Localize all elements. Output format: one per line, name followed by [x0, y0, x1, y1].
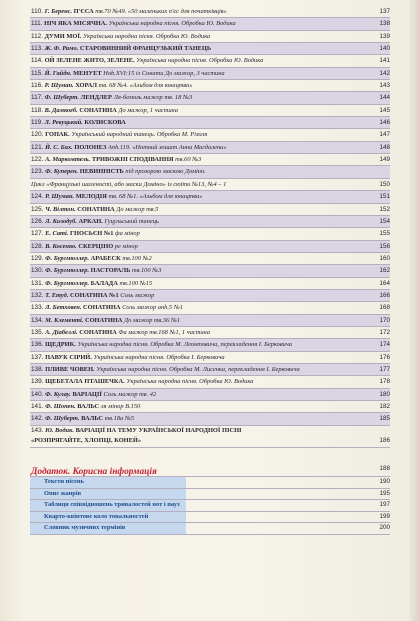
- toc-entry-text: [31, 278, 376, 289]
- toc-num: 116.: [31, 82, 43, 90]
- toc-row: [30, 364, 390, 376]
- toc-title: ОЙ ЗЕЛЕНЕ ЖИТО, ЗЕЛЕНЕ.: [44, 57, 135, 65]
- appendix-item-label: Таблиця співвідношень тривалостей нот і пауз: [30, 500, 186, 511]
- toc-entry-text: [31, 18, 376, 29]
- toc-entry-text: [31, 228, 376, 239]
- toc-entry-text: [31, 339, 376, 350]
- toc-row: [30, 204, 390, 216]
- toc-title: ПОЛОНЕЗ: [74, 143, 107, 151]
- toc-author: Л. Бетховен.: [45, 304, 82, 312]
- toc-entry-text: [31, 241, 376, 252]
- toc-num: 123.: [31, 168, 44, 176]
- toc-author: Ю. Водик.: [45, 426, 74, 434]
- toc-entry-text: [31, 142, 376, 153]
- toc-page-number: 138: [379, 20, 390, 28]
- toc-entry-text: [31, 413, 376, 424]
- toc-author: Ф. Шуберт.: [44, 94, 80, 102]
- toc-title: ГНОСЬЄН №1: [69, 230, 114, 238]
- appendix-list: [30, 477, 390, 535]
- toc-entry-text: [31, 204, 376, 215]
- toc-title: СОНАТИНА: [77, 205, 115, 213]
- toc-page-number: 155: [379, 230, 390, 238]
- toc-desc: Anh.119. «Нотний зошит Анни Магдалени»: [108, 143, 227, 151]
- toc-page-number: 144: [379, 94, 390, 102]
- appendix-item[interactable]: [30, 512, 390, 524]
- toc-entry-text: [31, 117, 376, 128]
- toc-title: ЩЕБЕТАЛА ПТАШЕЧКА.: [45, 378, 125, 386]
- toc-row: [30, 401, 390, 413]
- toc-row: [30, 117, 390, 129]
- toc-row: [30, 265, 390, 277]
- toc-title: ГОПАК.: [45, 131, 70, 139]
- toc-title: КОЛИСКОВА: [84, 119, 126, 127]
- toc-title: СОНАТИНА: [79, 106, 117, 114]
- toc-title: ПЛИВЕ ЧОВЕН.: [45, 365, 95, 373]
- toc-entry-text: [31, 364, 376, 375]
- toc-row: [30, 31, 390, 43]
- toc-entry-text: [31, 401, 376, 412]
- toc-num: 130.: [31, 267, 44, 275]
- toc-title: МЕНУЕТ: [73, 69, 102, 77]
- toc-row: [30, 68, 390, 80]
- toc-title: СОНАТИНА №1: [70, 291, 119, 299]
- toc-title: ХОРАЛ: [75, 82, 97, 90]
- appendix-item[interactable]: [30, 477, 390, 489]
- toc-author: Ф. Бургмюллер.: [45, 279, 90, 287]
- toc-page-number: 145: [379, 106, 390, 114]
- toc-entry-text: [31, 290, 376, 301]
- toc-entry-text: [31, 426, 376, 447]
- toc-row: [30, 166, 390, 178]
- toc-author: Ф. Кулау.: [45, 390, 71, 398]
- toc-page-number: 149: [379, 156, 390, 164]
- appendix-heading-page: 188: [379, 465, 390, 472]
- appendix-item-label: Кварто-квінтове коло тональностей: [30, 512, 186, 523]
- toc-author: Й. Гайдн.: [44, 69, 72, 77]
- toc-row: [30, 92, 390, 104]
- toc-page-number: 168: [379, 304, 390, 312]
- toc-entry-text: [31, 129, 376, 140]
- toc-author: Ф. Шуберт.: [45, 415, 80, 423]
- toc-title: АРАБЕСК: [90, 254, 121, 262]
- appendix-item[interactable]: [30, 489, 390, 501]
- toc-page-number: 150: [379, 180, 390, 188]
- toc-desc: До мажор тв.36 №1: [124, 316, 181, 324]
- toc-row: [30, 302, 390, 314]
- toc-page-number: 147: [379, 131, 390, 139]
- toc-desc: Соль мажор: [120, 291, 155, 299]
- toc-title: СОНАТИНА: [84, 316, 123, 324]
- toc-entry-text: [31, 31, 376, 42]
- appendix-item-label: Словник музичних термінів: [30, 523, 186, 534]
- toc-page-number: 141: [379, 57, 390, 65]
- toc-desc: Українська народна пісня. Обробка Ю. Водика: [126, 378, 254, 386]
- toc-row: [30, 327, 390, 339]
- toc-author: Ф. Бургмюллер.: [45, 267, 90, 275]
- toc-page-number: 154: [379, 217, 390, 225]
- toc-author: Л. Колодуб.: [45, 217, 77, 225]
- appendix-item-label: Тексти пісень: [30, 477, 186, 488]
- toc-num: 128.: [31, 242, 44, 250]
- toc-entry-text: [31, 43, 376, 54]
- toc-author: Р. Шуман.: [44, 82, 74, 90]
- toc-desc: Ля-бемоль мажор тв. 18 №3: [113, 94, 193, 102]
- toc-title: ПАВУК СІРИЙ.: [45, 353, 92, 361]
- toc-desc: Українська народна пісня. Обробка Ю. Водика: [136, 57, 264, 65]
- toc-author: Л. Ревуцький.: [44, 119, 83, 127]
- toc-title-line2: «РОЗПРЯГАЙТЕ, ХЛОПЦІ, КОНЕЙ»: [31, 437, 142, 445]
- toc-desc: тв. 68 №4. «Альбом для юнацтва»: [98, 82, 193, 90]
- toc-entry-text: [31, 68, 376, 79]
- toc-desc: Українська народна пісня. Обробка М. Леонтовича, перекладення І. Берковича: [77, 341, 293, 349]
- toc-entry-text: [31, 216, 376, 227]
- toc-page-number: 164: [379, 279, 390, 287]
- toc-page-number: 151: [379, 193, 390, 201]
- toc-desc: Українська народна пісня. Обробка І. Берковича: [93, 353, 225, 361]
- toc-num: 135.: [31, 328, 44, 336]
- toc-desc: Hob.XVI:15 із Сонати До мажор, 3 частина: [103, 69, 225, 77]
- toc-author: Й. С. Бах.: [45, 143, 73, 151]
- toc-title: ДУМИ МОЇ.: [44, 32, 82, 40]
- toc-row: [30, 315, 390, 327]
- toc-author: А. Маркомтель.: [45, 156, 91, 164]
- toc-entry-text: [31, 327, 376, 338]
- toc-page-number: 166: [379, 291, 390, 299]
- toc-entry-text: [31, 302, 376, 313]
- toc-desc: тв.18а №5: [104, 415, 135, 423]
- toc-row: [30, 426, 390, 448]
- toc-entry-text: [31, 105, 376, 116]
- toc-num: 121.: [31, 143, 44, 151]
- toc-author: Ч. Вілтон.: [45, 205, 76, 213]
- toc-page-number: 186: [379, 437, 390, 445]
- toc-page-number: 140: [379, 45, 390, 53]
- toc-title: ВАЛЬС: [77, 403, 100, 410]
- toc-num: 129.: [31, 254, 44, 262]
- toc-page-number: 162: [379, 267, 390, 275]
- toc-num: 127.: [31, 230, 44, 238]
- toc-entry-text: [31, 376, 376, 387]
- toc-entry-text: [31, 80, 376, 91]
- toc-entry-text: [31, 92, 376, 103]
- toc-num: 113.: [31, 45, 43, 53]
- toc-title: ПАСТОРАЛЬ: [90, 267, 131, 275]
- toc-author: М. Клементі.: [45, 316, 84, 324]
- appendix-item[interactable]: [30, 523, 390, 535]
- page-edge: [409, 0, 419, 621]
- toc-title: НІЧ ЯКА МІСЯЧНА.: [44, 20, 107, 28]
- toc-row: [30, 228, 390, 240]
- toc-num: 125.: [31, 205, 44, 213]
- toc-row: [30, 216, 390, 228]
- toc-page-number: 180: [379, 390, 390, 398]
- toc-author: Т. Етуд.: [45, 291, 69, 299]
- toc-title: ЛЕНДЛЕР: [80, 94, 112, 102]
- toc-row: [30, 55, 390, 67]
- toc-num: 142.: [31, 415, 44, 423]
- toc-row: [30, 253, 390, 265]
- toc-title: ВАЛЬС: [81, 415, 104, 423]
- toc-row: [30, 154, 390, 166]
- toc-row: [30, 142, 390, 154]
- toc-row: [30, 290, 390, 302]
- appendix-item-label: Опис жанрів: [30, 489, 186, 500]
- toc-entry-text: [31, 389, 376, 400]
- toc-desc: фа мінор: [115, 230, 140, 238]
- toc-num: 132.: [31, 291, 44, 299]
- toc-num: 133.: [31, 304, 44, 312]
- appendix-item[interactable]: [30, 500, 390, 512]
- toc-author: В. Косенко.: [45, 242, 77, 250]
- toc-title: СОНАТИНА: [83, 304, 121, 312]
- toc-row: [30, 6, 390, 18]
- toc-row: [30, 80, 390, 92]
- toc-title: ВАРІАЦІЇ НА ТЕМУ УКРАЇНСЬКОЇ НАРОДНОЇ ПІСНІ: [75, 426, 242, 434]
- toc-title: ТРИВОЖНІ СПОДІВАННЯ: [91, 156, 174, 164]
- toc-page-number: 137: [379, 8, 390, 15]
- toc-author: Г. Беренс.: [44, 8, 73, 15]
- toc-row: [30, 376, 390, 388]
- toc-desc: тв.70 №49. «50 маленьких п'єс для початківців»: [95, 8, 227, 15]
- toc-row: [30, 129, 390, 141]
- toc-page-number: 156: [379, 242, 390, 250]
- toc-page-number: 182: [379, 403, 390, 410]
- toc-title: МЕЛОДІЯ: [75, 193, 107, 201]
- toc-num: 143.: [31, 426, 44, 434]
- toc-entry-text: [31, 315, 376, 326]
- toc-author: Е. Саті.: [45, 230, 69, 238]
- toc-entry-text: [31, 179, 376, 190]
- toc-page-number: 143: [379, 82, 390, 90]
- toc-desc: Український народний танець. Обробка М. Різоля: [71, 131, 208, 139]
- toc-desc: Гуцульський танець: [104, 217, 159, 225]
- appendix-item-page: 200: [379, 524, 390, 531]
- toc-title: ЩЕДРИК.: [45, 341, 76, 349]
- toc-author: В. Дамкоеб.: [44, 106, 78, 114]
- toc-page-number: 170: [379, 316, 390, 324]
- toc-desc: До мажор тв.5: [116, 205, 159, 213]
- toc-page-number: 176: [379, 353, 390, 361]
- toc-num: 111.: [31, 20, 43, 28]
- toc-entry-text: [31, 55, 376, 66]
- toc-title: П'ЄСА: [73, 8, 94, 15]
- toc-num: 136.: [31, 341, 44, 349]
- toc-num: 138.: [31, 365, 44, 373]
- toc-desc: під прозорою маскою Доміно.: [125, 168, 206, 176]
- toc-author: А. Діабеллі.: [45, 328, 78, 336]
- toc-desc: ля мінор В.150: [100, 403, 141, 410]
- toc-page-number: 185: [379, 415, 390, 423]
- toc-desc: Українська народна пісня. Обробка М. Лисенка, перекладення І. Берковича: [96, 365, 300, 373]
- toc-entry-text: [31, 352, 376, 363]
- toc-desc: Фа мажор тв.168 №1, 1 частина: [118, 328, 210, 336]
- toc-num: 114.: [31, 57, 43, 65]
- toc-title: СТАРОВИННИЙ ФРАНЦУЗЬКИЙ ТАНЕЦЬ: [79, 45, 212, 53]
- toc-num: 117.: [31, 94, 43, 102]
- toc-entry-text: [31, 265, 376, 276]
- table-of-contents: [30, 6, 390, 448]
- toc-num: 126.: [31, 217, 44, 225]
- toc-num: 124.: [31, 193, 44, 201]
- toc-author: Ф. Бургмюллер.: [45, 254, 90, 262]
- appendix-item-page: 190: [379, 478, 390, 485]
- toc-num: 131.: [31, 279, 44, 287]
- toc-desc: Цикл «Французькі шаленості, або маски Доміно» із сюїти №13, №4 – 1: [31, 180, 227, 188]
- toc-row: [30, 43, 390, 55]
- toc-desc: Соль мажор анh.5 №1: [122, 304, 183, 312]
- toc-num: 140.: [31, 390, 44, 398]
- toc-desc: тв.100 №3: [132, 267, 162, 275]
- toc-page-number: 172: [379, 328, 390, 336]
- toc-row: [30, 179, 390, 191]
- appendix-item-page: 195: [379, 489, 390, 497]
- toc-desc: Українська народна пісня. Обробка Ю. Водика: [108, 20, 236, 28]
- toc-entry-text: [31, 191, 376, 202]
- toc-desc: тв. 68 №1. «Альбом для юнацтва»: [108, 193, 203, 201]
- toc-entry-text: [31, 6, 376, 17]
- toc-title: БАЛАДА: [90, 279, 118, 287]
- toc-page-number: 148: [379, 143, 390, 151]
- toc-num: 122.: [31, 156, 44, 164]
- toc-row: [30, 413, 390, 425]
- appendix-heading-label: Додаток. Корисна інформація: [31, 467, 157, 477]
- toc-num: 112.: [31, 32, 43, 40]
- toc-desc: ре мінор: [114, 242, 138, 250]
- toc-entry-text: [31, 154, 376, 165]
- toc-author: Ф. Куперен.: [45, 168, 79, 176]
- toc-num: 118.: [31, 106, 43, 114]
- toc-num: 141.: [31, 403, 44, 410]
- toc-desc: Соль мажор тв. 42: [103, 390, 157, 398]
- toc-title: АРКАН.: [78, 217, 103, 225]
- toc-desc: Українська народна пісня. Обробка Ю. Водика: [83, 32, 211, 40]
- toc-row: [30, 18, 390, 30]
- toc-author: Ф. Шопен.: [45, 403, 76, 410]
- appendix-heading: [30, 461, 390, 477]
- toc-num: 120.: [31, 131, 44, 139]
- toc-title: ВАРІАЦІЇ: [72, 390, 102, 398]
- toc-desc: тв.60 №3: [175, 156, 202, 164]
- toc-title: СОНАТИНА: [79, 328, 117, 336]
- toc-author: Р. Шуман.: [45, 193, 75, 201]
- toc-row: [30, 241, 390, 253]
- toc-page-number: 177: [379, 365, 390, 373]
- toc-row: [30, 389, 390, 401]
- toc-row: [30, 352, 390, 364]
- toc-num: 115.: [31, 69, 43, 77]
- toc-page-number: 174: [379, 341, 390, 349]
- toc-num: 119.: [31, 119, 43, 127]
- toc-num: 139.: [31, 378, 44, 386]
- toc-page-number: 152: [379, 205, 390, 213]
- toc-desc: тв.100 №2: [122, 254, 152, 262]
- toc-title: НЕВИННІСТЬ: [79, 168, 124, 176]
- toc-desc: тв.100 №15: [119, 279, 153, 287]
- toc-num: 134.: [31, 316, 44, 324]
- toc-page-number: 146: [379, 119, 390, 127]
- toc-author: Ж. Ф. Рамо.: [44, 45, 79, 53]
- toc-row: [30, 191, 390, 203]
- toc-row: [30, 105, 390, 117]
- appendix-item-page: 199: [379, 512, 390, 520]
- appendix-item-page: 197: [379, 501, 390, 508]
- toc-page-number: 139: [379, 32, 390, 40]
- toc-page-number: 142: [379, 69, 390, 77]
- toc-entry-text: [31, 166, 376, 177]
- toc-row: [30, 339, 390, 351]
- toc-page-number: 160: [379, 254, 390, 262]
- toc-row: [30, 278, 390, 290]
- toc-title: СКЕРЦІНО: [78, 242, 114, 250]
- toc-entry-text: [31, 253, 376, 264]
- toc-desc: До мажор, 1 частина: [118, 106, 178, 114]
- toc-num: 137.: [31, 353, 44, 361]
- toc-page-number: 178: [379, 378, 390, 386]
- toc-num: 110.: [31, 8, 43, 15]
